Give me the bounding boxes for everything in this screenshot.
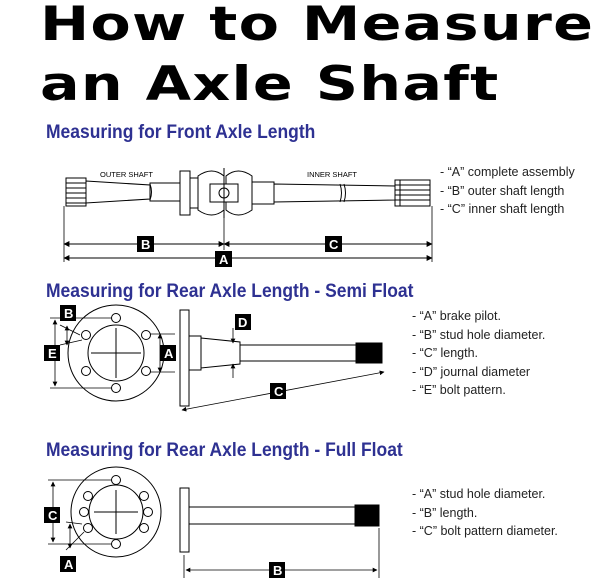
semi-dim-e-badge (44, 345, 60, 361)
front-axle-drawing (64, 168, 432, 262)
legend-item: - “B” length. (412, 505, 478, 520)
semi-shaft-spline (356, 343, 382, 363)
semi-dim-c-badge (270, 383, 286, 399)
full-dim-a-badge (60, 556, 76, 572)
legend-item: - “A” stud hole diameter. (412, 487, 546, 501)
full-shaft-spline (355, 505, 379, 526)
semi-dim-a: A (164, 346, 174, 361)
semi-dim-d: D (238, 315, 248, 330)
semi-dim-d-badge (235, 314, 251, 330)
legend-item: - “A” brake pilot. (412, 309, 501, 323)
semi-dim-b-badge (60, 305, 76, 321)
full-dim-c: C (48, 508, 58, 523)
semi-dim-b: B (64, 306, 74, 321)
outer-shaft (86, 181, 150, 203)
full-dim-b: B (273, 563, 283, 578)
inner-shaft (274, 184, 395, 202)
legend-item: - “C” inner shaft length (440, 202, 565, 217)
front-dim-b-badge (137, 236, 154, 252)
full-dim-b-badge (269, 562, 285, 578)
outer-shaft-label: OUTER SHAFT (100, 170, 153, 179)
u-joint (198, 168, 252, 218)
front-dim-c: C (329, 237, 339, 252)
full-shaft (189, 507, 355, 524)
front-dim-c-badge (325, 236, 342, 252)
full-dim-a: A (64, 557, 74, 572)
semi-shaft (201, 338, 240, 368)
inner-shaft-spline (395, 180, 430, 206)
full-dim-c-badge (44, 507, 60, 523)
front-axle-heading: Measuring for Front Axle Length (46, 122, 316, 143)
semi-flange-side (180, 310, 189, 406)
outer-shaft-collar (150, 183, 180, 201)
front-dim-b: B (141, 237, 151, 252)
legend-item: - “A” complete assembly (440, 165, 575, 179)
semi-flange-face (68, 305, 164, 401)
title-line-2: an Axle Shaft (40, 57, 500, 112)
outer-shaft-spline (66, 178, 86, 206)
legend-item: - “C” bolt pattern diameter. (412, 524, 558, 539)
legend-item: - “D” journal diameter (412, 364, 531, 379)
legend-item: - “B” outer shaft length (440, 183, 565, 198)
full-float-heading: Measuring for Rear Axle Length - Full Float (46, 440, 403, 461)
front-dim-a-badge (215, 251, 232, 267)
title-line-1: How to Measure (40, 0, 595, 52)
semi-dim-c: C (274, 384, 284, 399)
semi-float-heading: Measuring for Rear Axle Length - Semi Float (46, 281, 414, 302)
semi-float-drawing (50, 305, 384, 410)
inner-shaft-collar (252, 182, 274, 204)
semi-dim-e: E (48, 346, 57, 361)
full-flange-face (71, 467, 161, 557)
full-float-drawing (48, 467, 379, 578)
outer-shaft-flange (180, 171, 190, 215)
legend-item: - “C” length. (412, 346, 478, 361)
legend-item: - “E” bolt pattern. (412, 383, 506, 398)
semi-dim-a-badge (160, 345, 176, 361)
front-dim-a: A (219, 252, 229, 267)
legend-item: - “B” stud hole diameter. (412, 327, 546, 342)
inner-shaft-label: INNER SHAFT (307, 170, 358, 179)
full-flange-side (180, 488, 189, 552)
